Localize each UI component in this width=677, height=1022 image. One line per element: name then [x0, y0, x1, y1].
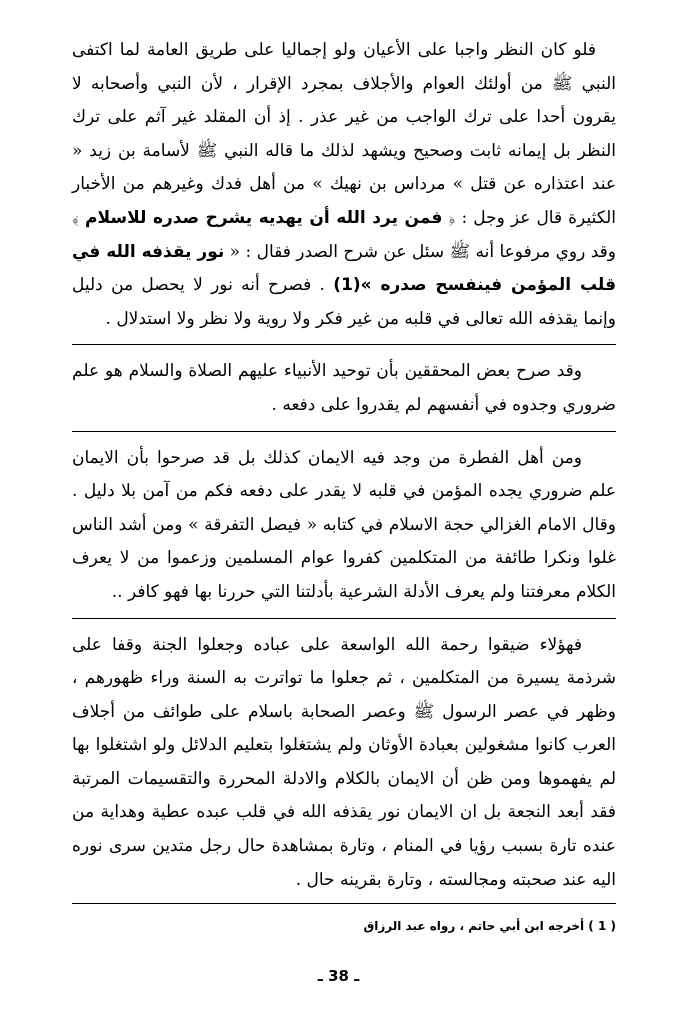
paragraph-text: وقد صرح بعض المحققين بأن توحيد الأنبياء عليهم الصلاة والسلام هو علم ضروري وجدوه في أنفسهم لم يقدروا على دفعه .	[72, 361, 616, 415]
page-number: ـ 38 ـ	[317, 967, 360, 985]
paragraph-separator	[72, 344, 616, 345]
paragraph-text: فلو كان النظر واجبا على الأعيان ولو إجماليا على طريق العامة لما اكتفى النبي ﷺ من أولئك العوام والأجلاف بمجرد الإقرار ، لأن النبي وأصحابه لا يقرون أحدا على ترك الواجب من غير عذر . إذ أن المقلد غير آثم على ترك النظر بل إيمانه ثابت وصحيح ويشهد لذلك ما قاله النبي ﷺ لأسامة بن زيد « عند اعتذاره عن قتل » مرداس بن نهيك » من أهل فدك وغيرهم من الأخبار الكثيرة قال عز وجل : ﴿	[72, 40, 616, 228]
paragraph-4	[72, 629, 616, 898]
paragraph-text: فهؤلاء ضيقوا رحمة الله الواسعة على عباده وجعلوا الجنة وقفا على شرذمة يسيرة من المتكلمين ، ثم جعلوا ما تواترت به السنة وراء ظهورهم ، وظهر في عصر الرسول ﷺ وعصر الصحابة باسلام على طوائف من أجلاف العرب كانوا مشغولين بعبادة الأوثان ولم يشتغلوا بتعليم الدلائل ولو اشتغلوا بها لم يفهموها ومن ظن أن الايمان بالكلام والادلة المحررة والتقسيمات المرتبة فقد أبعد النجعة بل ان الايمان نور يقذفه الله في قلب عبده عطية وهداية من عنده تارة بسبب رؤيا في المنام ، وتارة بمشاهدة حال رجل متدين سرى نوره اليه عند صحبته ومجالسته ، وتارة بقرينه حال .	[72, 634, 616, 890]
footnote-rule	[72, 903, 616, 904]
footnote: ( 1 ) أخرجه ابن أبي حاتم ، رواه عبد الرزاق	[363, 919, 616, 933]
paragraph-separator	[72, 431, 616, 432]
paragraph-text: ﴾ وقد روي مرفوعا أنه ﷺ سئل عن شرح الصدر فقال : «	[72, 207, 616, 262]
paragraph-separator	[72, 618, 616, 619]
paragraph-1	[72, 34, 616, 336]
paragraph-2	[72, 355, 616, 422]
paragraph-text: ومن أهل الفطرة من وجد فيه الايمان كذلك بل قد صرحوا بأن الايمان علم ضروري يجده المؤمن في قلبه لا يقدر على دفعه فكم من آمن بلا دليل . وقال الامام الغزالي حجة الاسلام في كتابه « فيصل التفرقة » ومن أشد الناس غلوا ونكرا طائفة من المتكلمين كفروا عوام المسلمين وزعموا من لا يعرف الكلام معرفتنا ولم يعرف الأدلة الشرعية بأدلتنا التي حررنا بها فهو كافر ..	[72, 447, 616, 602]
body-text	[72, 34, 616, 897]
paragraph-3	[72, 442, 616, 610]
quoted-text: فمن يرد الله أن يهديه يشرح صدره للاسلام	[85, 207, 443, 228]
paragraph-text: . فصرح أنه نور لا يحصل من دليل وإنما يقذفه الله تعالى في قلبه من غير فكر ولا روية ولا نظر ولا استدلال .	[72, 275, 616, 329]
quoted-text: نور يقذفه الله في قلب المؤمن فينفسح صدره »(1)	[71, 241, 617, 296]
